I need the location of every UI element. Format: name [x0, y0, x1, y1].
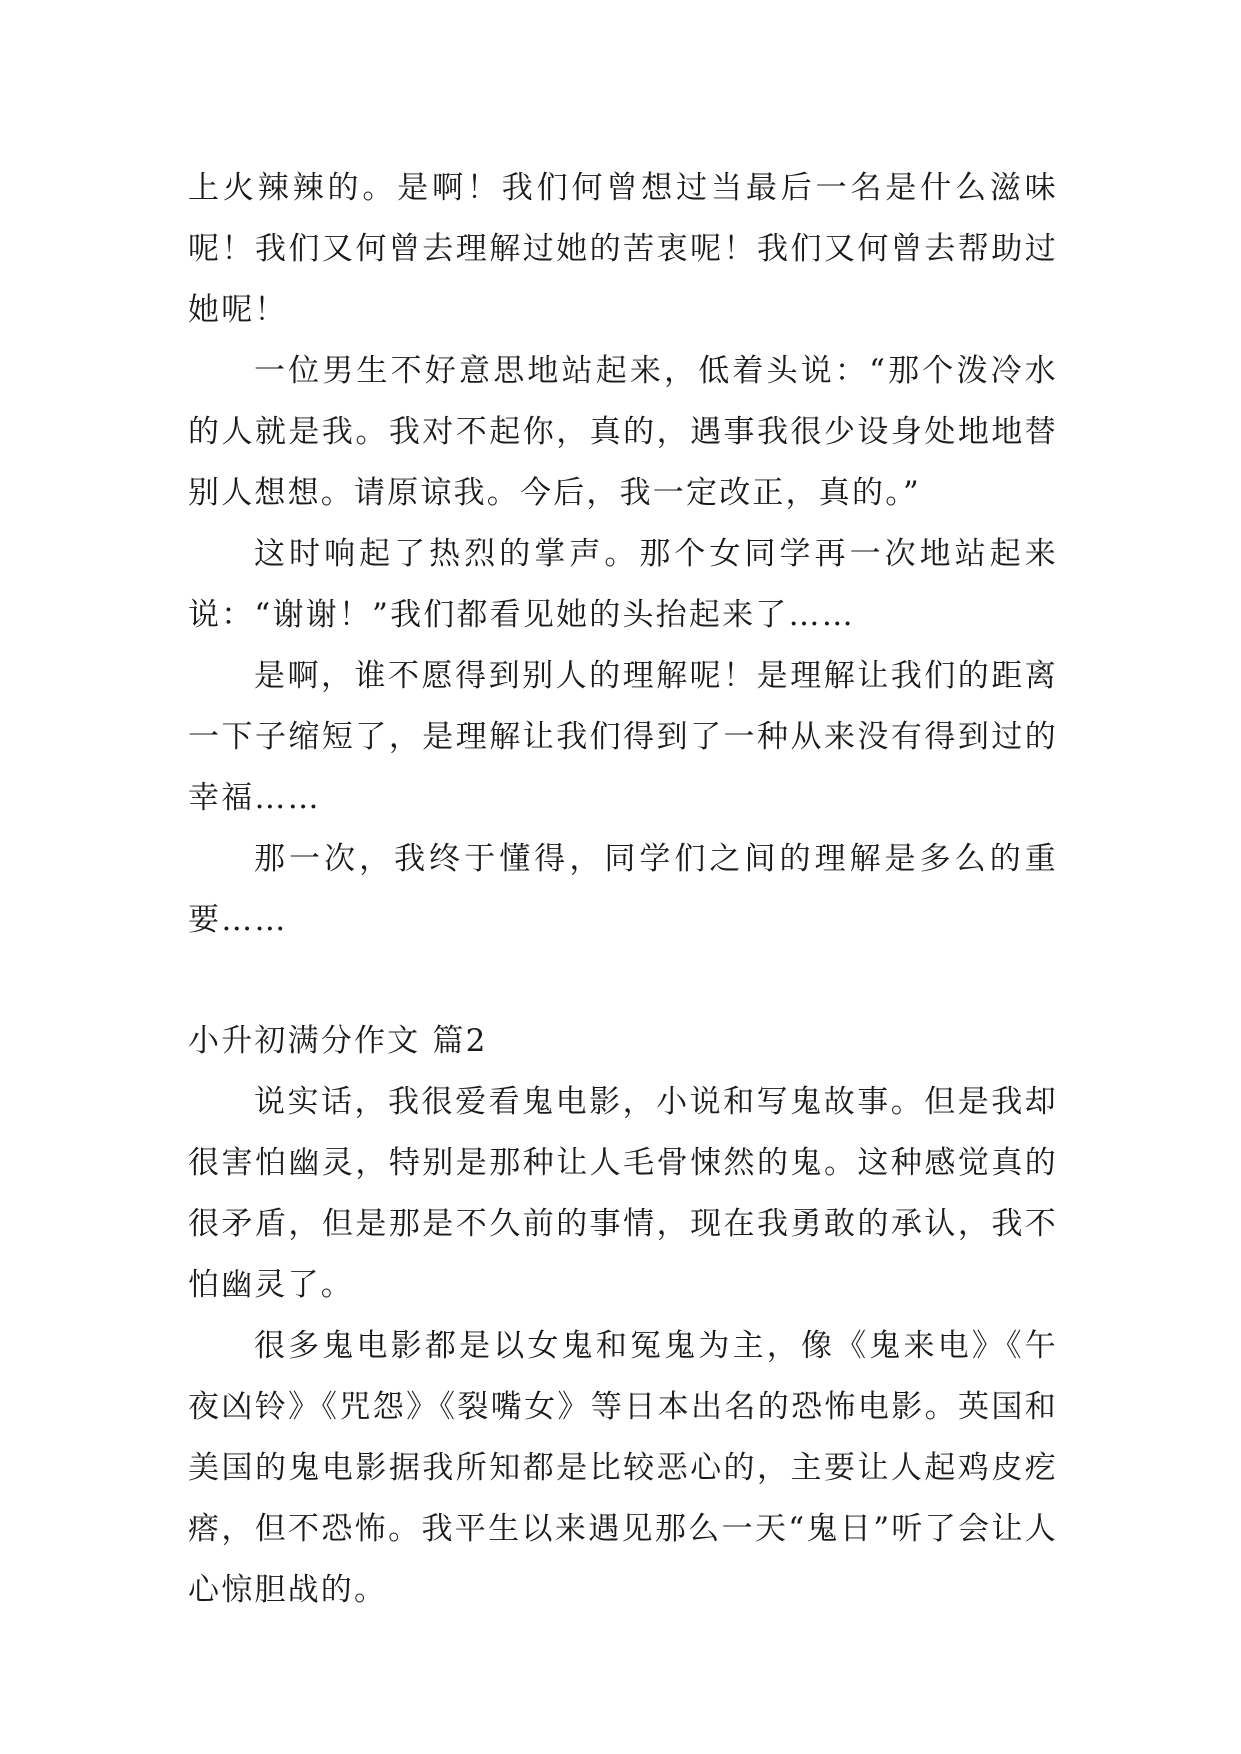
section-spacer: [188, 951, 1058, 1011]
paragraph-4: 是啊，谁不愿得到别人的理解呢！是理解让我们的距离一下子缩短了，是理解让我们得到了一种从来没有得到过的幸福……: [188, 658, 1058, 816]
document-body: [188, 158, 1058, 1621]
paragraph-6: 说实话，我很爱看鬼电影，小说和写鬼故事。但是我却很害怕幽灵，特别是那种让人毛骨悚然的鬼。这种感觉真的很矛盾，但是那是不久前的事情，现在我勇敢的承认，我不怕幽灵了。: [188, 1084, 1058, 1303]
paragraph-2: 一位男生不好意思地站起来，低着头说：“那个泼冷水的人就是我。我对不起你，真的，遇事我很少设身处地地替别人想想。请原谅我。今后，我一定改正，真的。”: [188, 353, 1058, 511]
paragraph-3: 这时响起了热烈的掌声。那个女同学再一次地站起来说：“谢谢！”我们都看见她的头抬起来了……: [188, 536, 1058, 633]
section-title: 小升初满分作文 篇2: [188, 1023, 488, 1059]
paragraph-7: 很多鬼电影都是以女鬼和冤鬼为主，像《鬼来电》《午夜凶铃》《咒怨》《裂嘴女》等日本出名的恐怖电影。英国和美国的鬼电影据我所知都是比较恶心的，主要让人起鸡皮疙瘩，但不恐怖。我平生以来遇见那么一天“鬼日”听了会让人心惊胆战的。: [188, 1328, 1058, 1608]
paragraph-5: 那一次，我终于懂得，同学们之间的理解是多么的重要……: [188, 841, 1058, 938]
paragraph-1: 上火辣辣的。是啊！我们何曾想过当最后一名是什么滋味呢！我们又何曾去理解过她的苦衷呢！我们又何曾去帮助过她呢！: [188, 170, 1058, 328]
